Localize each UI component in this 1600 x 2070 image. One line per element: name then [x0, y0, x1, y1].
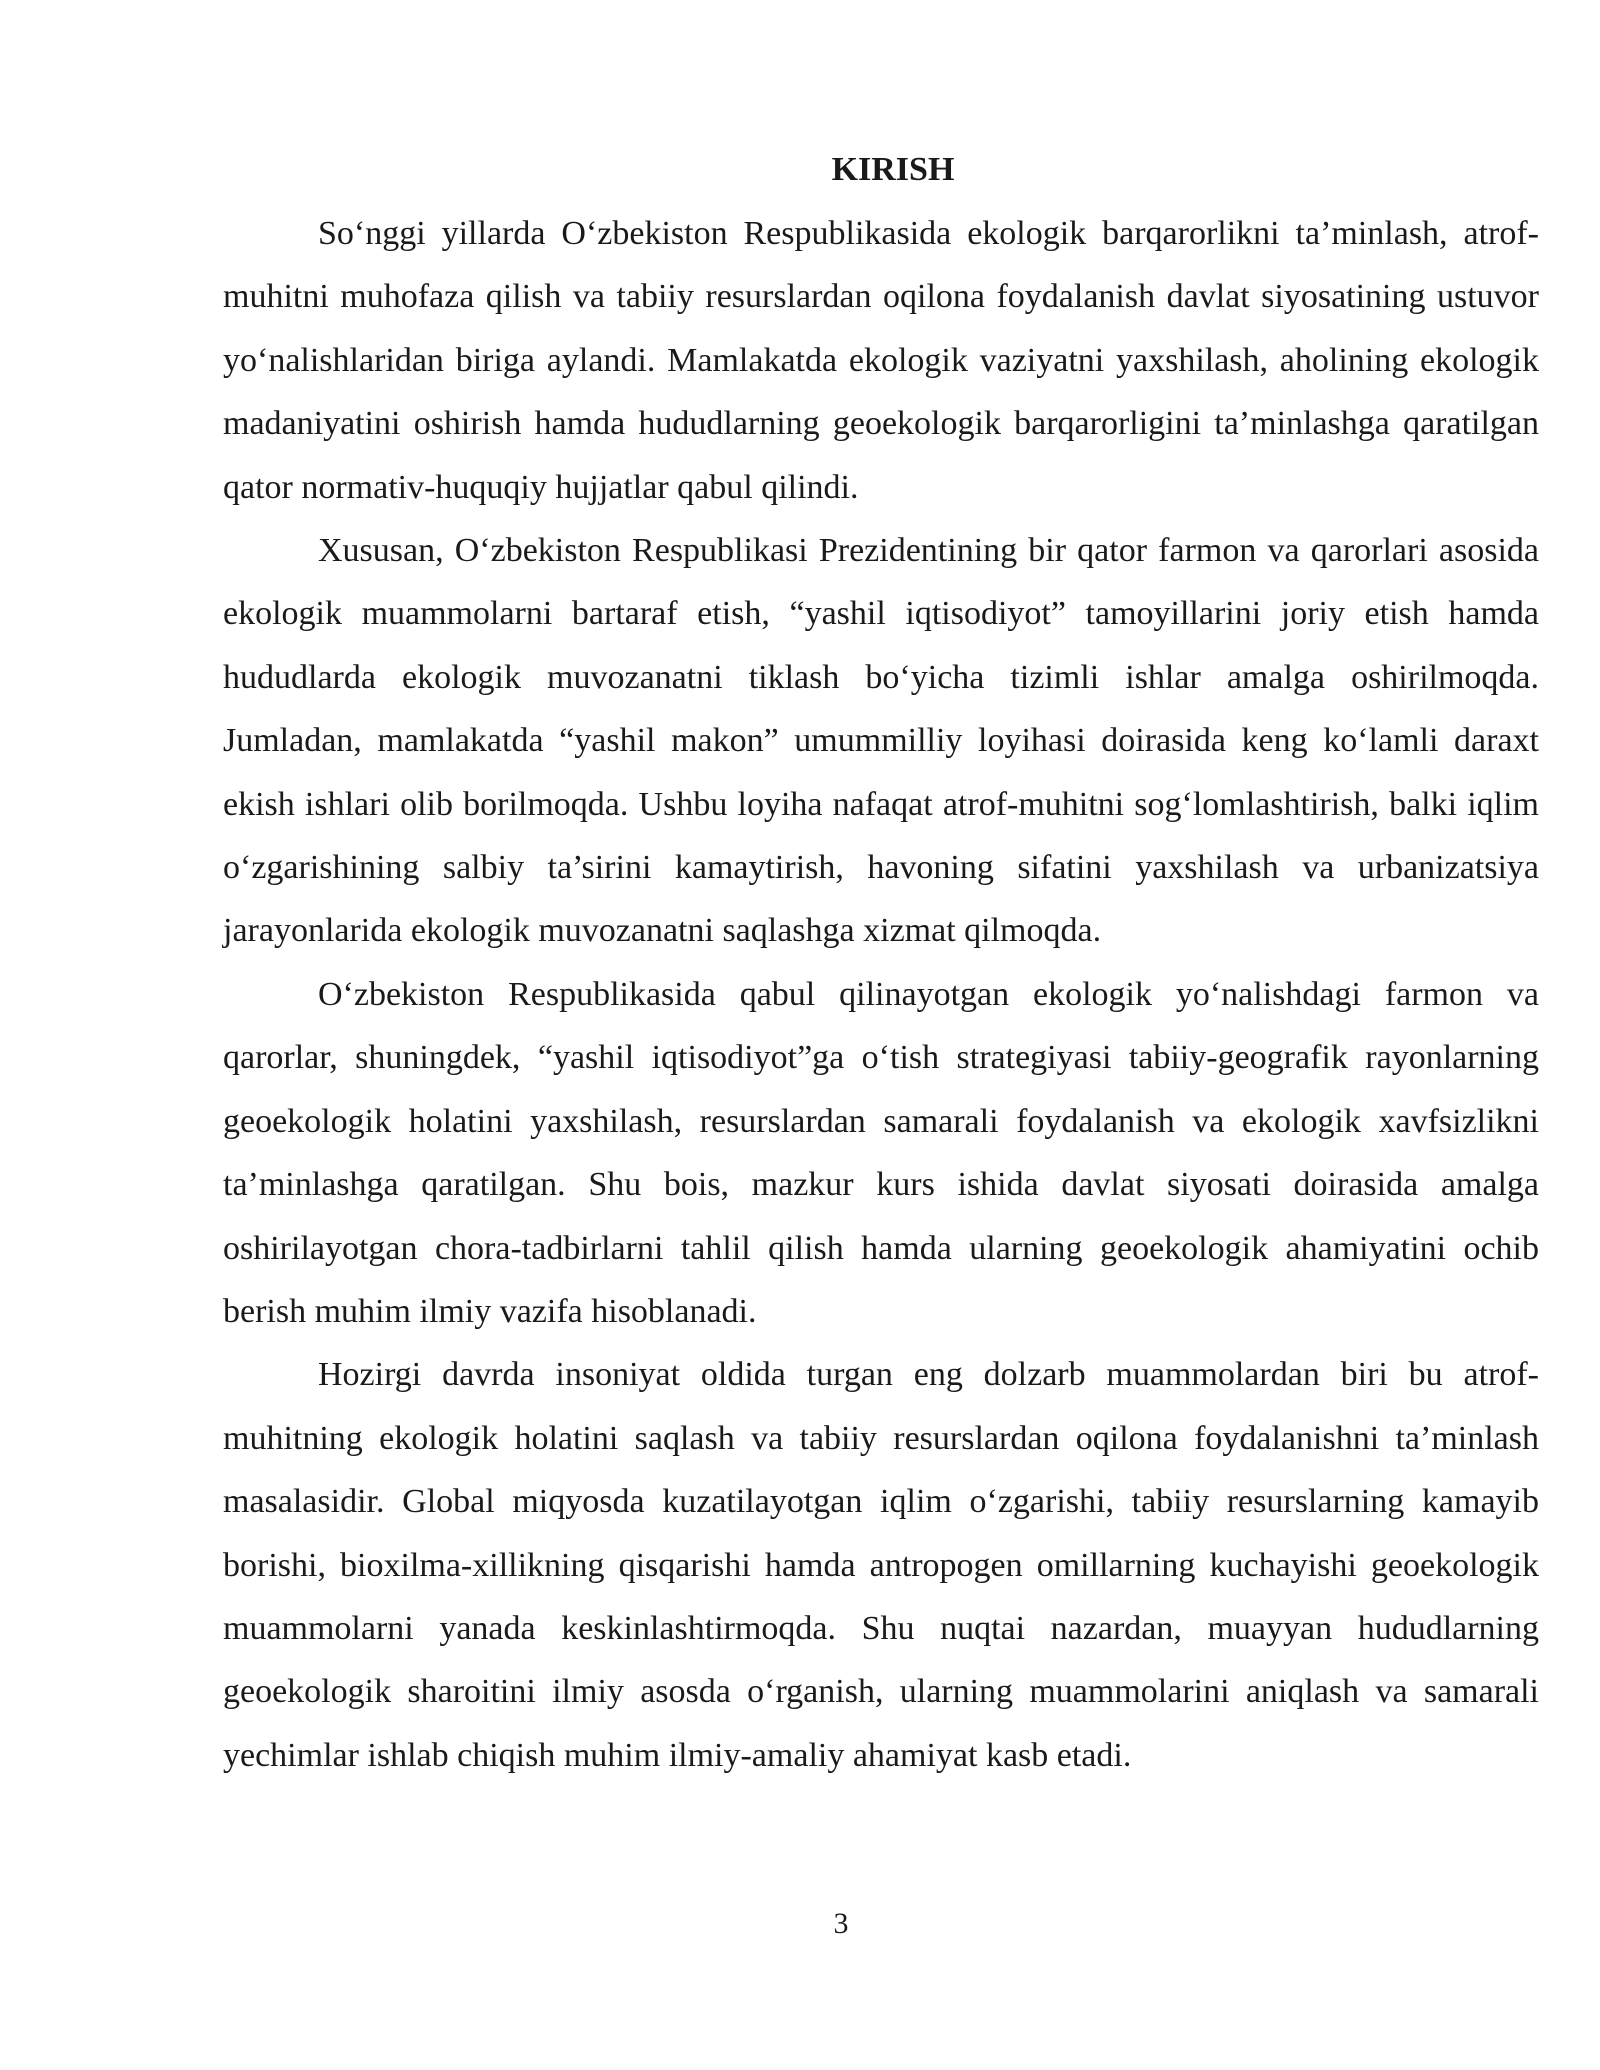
page-number: 3	[833, 1907, 849, 1940]
paragraph-2: Xususan, O‘zbekiston Respublikasi Prezidentining bir qator farmon va qarorlari asosida ekologik muammolarni bartaraf etish, “yashil iqtisodiyot” tamoyillarini joriy etish hamda hududlarda ekologik muvozanatni tiklash bo‘yicha tizimli ishlar amalga oshirilmoqda. Jumladan, mamlakatda “yashil makon” umummilliy loyihasi doirasida keng ko‘lamli daraxt ekish ishlari olib borilmoqda. Ushbu loyiha nafaqat atrof-muhitni sog‘lomlashtirish, balki iqlim o‘zgarishining salbiy ta’sirini kamaytirish, havoning sifatini yaxshilash va urbanizatsiya jarayonlarida ekologik muvozanatni saqlashga xizmat qilmoqda.	[223, 532, 1539, 950]
section-title: KIRISH	[831, 151, 955, 188]
paragraph-3: O‘zbekiston Respublikasida qabul qilinayotgan ekologik yo‘nalishdagi farmon va qarorlar, shuningdek, “yashil iqtisodiyot”ga o‘tish strategiyasi tabiiy-geografik rayonlarning geoekologik holatini yaxshilash, resurslardan samarali foydalanish va ekologik xavfsizlikni ta’minlashga qaratilgan. Shu bois, mazkur kurs ishida davlat siyosati doirasida amalga oshirilayotgan chora-tadbirlarni tahlil qilish hamda ularning geoekologik ahamiyatini ochib berish muhim ilmiy vazifa hisoblanadi.	[223, 975, 1539, 1330]
paragraph-4: Hozirgi davrda insoniyat oldida turgan eng dolzarb muammolardan biri bu atrof-muhitning ekologik holatini saqlash va tabiiy resurslardan oqilona foydalanishni ta’minlash masalasidir. Global miqyosda kuzatilayotgan iqlim o‘zgarishi, tabiiy resurslarning kamayib borishi, bioxilma-xillikning qisqarishi hamda antropogen omillarning kuchayishi geoekologik muammolarni yanada keskinlashtirmoqda. Shu nuqtai nazardan, muayyan hududlarning geoekologik sharoitini ilmiy asosda o‘rganish, ularning muammolarini aniqlash va samarali yechimlar ishlab chiqish muhim ilmiy-amaliy ahamiyat kasb etadi.	[223, 1356, 1539, 1774]
paragraph-1: So‘nggi yillarda O‘zbekiston Respublikasida ekologik barqarorlikni ta’minlash, atrof-muhitni muhofaza qilish va tabiiy resurslardan oqilona foydalanish davlat siyosatining ustuvor yo‘nalishlaridan biriga aylandi. Mamlakatda ekologik vaziyatni yaxshilash, aholining ekologik madaniyatini oshirish hamda hududlarning geoekologik barqarorligini ta’minlashga qaratilgan qator normativ-huquqiy hujjatlar qabul qilindi.	[223, 215, 1539, 506]
page-content	[223, 148, 1539, 1787]
